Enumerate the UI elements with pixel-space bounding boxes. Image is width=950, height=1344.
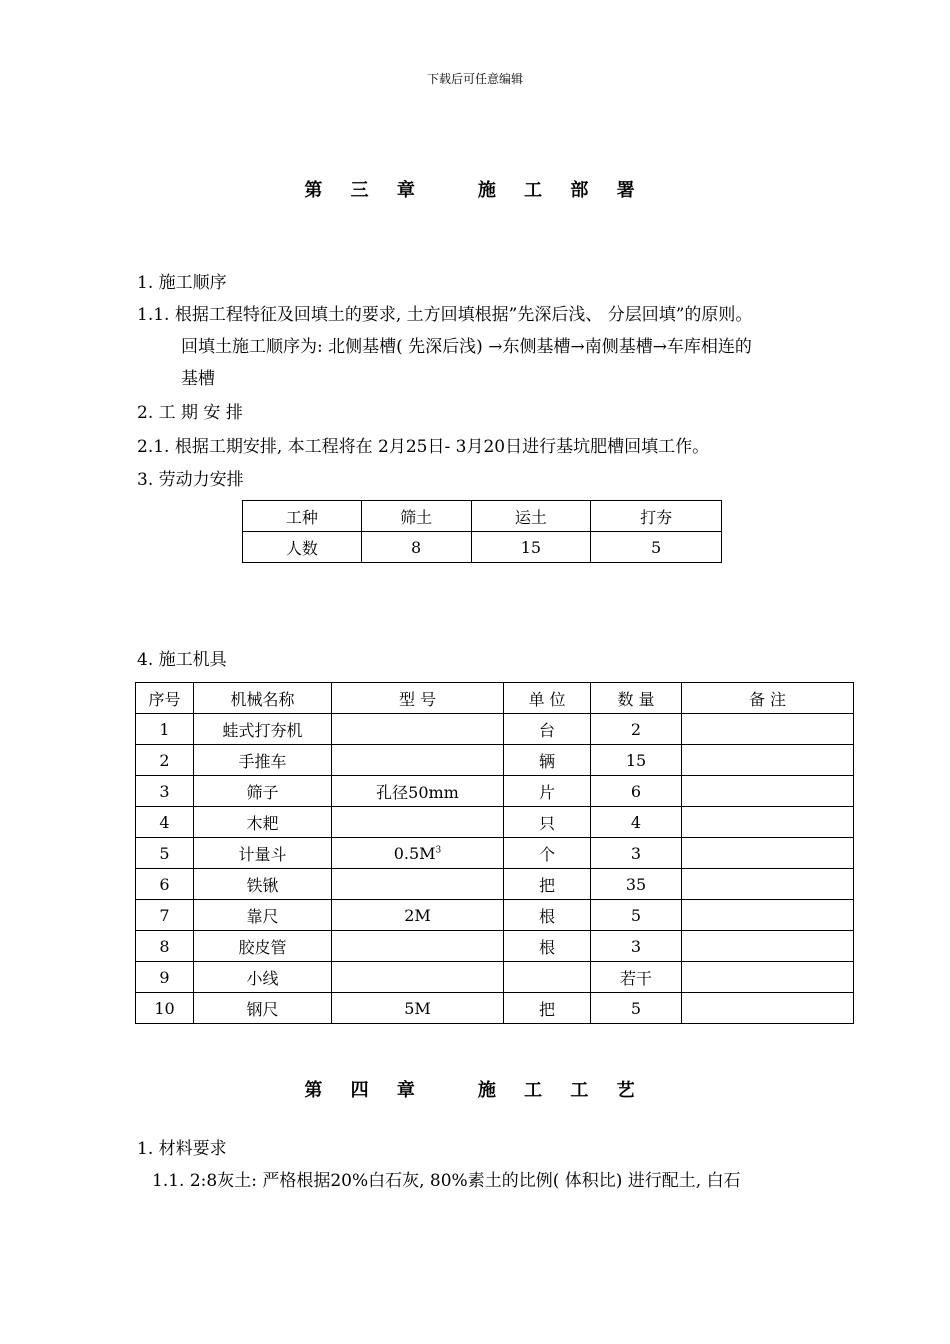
equipment-cell — [682, 993, 854, 1024]
equipment-row — [136, 900, 854, 931]
section-1-1-line3: 基槽 — [181, 369, 215, 389]
equipment-cell: 根 — [504, 900, 591, 931]
equipment-header-cell: 数 量 — [591, 683, 682, 714]
equipment-row — [136, 993, 854, 1024]
chapter-3-number: 第 三 章 — [304, 180, 426, 201]
equipment-cell — [332, 931, 504, 962]
equipment-cell: 6 — [136, 869, 194, 900]
equipment-header-cell: 机械名称 — [194, 683, 332, 714]
equipment-cell: 把 — [504, 869, 591, 900]
labor-header-cell: 运土 — [471, 501, 591, 532]
equipment-cell: 孔径50mm — [332, 776, 504, 807]
equipment-cell: 2 — [591, 714, 682, 745]
equipment-cell — [682, 838, 854, 869]
equipment-cell: 钢尺 — [194, 993, 332, 1024]
equipment-cell — [332, 807, 504, 838]
equipment-cell: 手推车 — [194, 745, 332, 776]
equipment-cell: 3 — [591, 931, 682, 962]
equipment-row — [136, 714, 854, 745]
labor-header-cell: 工种 — [243, 501, 362, 532]
equipment-cell: 个 — [504, 838, 591, 869]
equipment-cell — [332, 869, 504, 900]
equipment-header-cell: 型 号 — [332, 683, 504, 714]
chapter-4-section-1-1-text: 1.1. 2:8灰土: 严格根据20%白石灰, 80%素土的比例( 体积比) 进行配土, 白石 — [152, 1171, 741, 1191]
equipment-cell: 木耙 — [194, 807, 332, 838]
section-1-1-line1: 1.1. 根据工程特征及回填土的要求, 土方回填根据”先深后浅、 分层回填”的原则。 — [137, 305, 753, 325]
equipment-cell: 35 — [591, 869, 682, 900]
equipment-cell — [682, 900, 854, 931]
equipment-cell: 筛子 — [194, 776, 332, 807]
equipment-cell: 台 — [504, 714, 591, 745]
equipment-cell: 6 — [591, 776, 682, 807]
equipment-cell: 胶皮管 — [194, 931, 332, 962]
labor-table-row — [243, 532, 722, 563]
equipment-cell: 只 — [504, 807, 591, 838]
equipment-row — [136, 962, 854, 993]
section-1-heading: 1. 施工顺序 — [137, 273, 227, 293]
equipment-cell: 2 — [136, 745, 194, 776]
equipment-cell: 蛙式打夯机 — [194, 714, 332, 745]
equipment-cell — [682, 745, 854, 776]
labor-header-cell: 打夯 — [591, 501, 722, 532]
equipment-model-text: 0.5M — [393, 843, 436, 863]
equipment-cell — [682, 807, 854, 838]
section-2-1-text: 2.1. 根据工期安排, 本工程将在 2月25日- 3月20日进行基坑肥槽回填工作。 — [137, 437, 710, 457]
equipment-cell: 把 — [504, 993, 591, 1024]
equipment-cell — [682, 931, 854, 962]
equipment-cell — [682, 776, 854, 807]
section-2-heading: 2. 工 期 安 排 — [137, 403, 243, 423]
labor-cell: 15 — [471, 532, 591, 563]
equipment-cell: 15 — [591, 745, 682, 776]
equipment-cell: 5M — [332, 993, 504, 1024]
equipment-cell: 靠尺 — [194, 900, 332, 931]
equipment-cell: 片 — [504, 776, 591, 807]
equipment-cell: 5 — [591, 993, 682, 1024]
equipment-cell: 3 — [591, 838, 682, 869]
chapter-4-title: 施 工 工 艺 — [477, 1080, 646, 1101]
equipment-cell: 计量斗 — [194, 838, 332, 869]
equipment-cell — [332, 962, 504, 993]
equipment-cell — [332, 714, 504, 745]
equipment-row — [136, 838, 854, 869]
chapter-3-heading — [0, 176, 950, 202]
equipment-cell: 若干 — [591, 962, 682, 993]
equipment-cell: 5 — [136, 838, 194, 869]
equipment-row — [136, 869, 854, 900]
equipment-cell: 3 — [136, 776, 194, 807]
chapter-3-title: 施 工 部 署 — [477, 180, 646, 201]
equipment-cell: 9 — [136, 962, 194, 993]
chapter-4-heading — [0, 1076, 950, 1102]
equipment-cell: 8 — [136, 931, 194, 962]
equipment-header-cell: 序号 — [136, 683, 194, 714]
labor-table — [242, 500, 722, 563]
equipment-cell — [682, 714, 854, 745]
equipment-cell: 1 — [136, 714, 194, 745]
equipment-row — [136, 745, 854, 776]
labor-cell: 5 — [591, 532, 722, 563]
equipment-header-row — [136, 683, 854, 714]
equipment-row — [136, 931, 854, 962]
section-4-heading: 4. 施工机具 — [137, 650, 227, 670]
equipment-cell: 5 — [591, 900, 682, 931]
equipment-table — [135, 682, 854, 1024]
equipment-cell: 4 — [136, 807, 194, 838]
equipment-cell — [682, 962, 854, 993]
page-header: 下载后可任意编辑 — [426, 72, 523, 86]
equipment-cell — [682, 869, 854, 900]
equipment-cell-model — [332, 838, 504, 869]
chapter-4-section-1-heading: 1. 材料要求 — [137, 1139, 227, 1159]
equipment-row — [136, 807, 854, 838]
equipment-cell: 2M — [332, 900, 504, 931]
equipment-header-cell: 备 注 — [682, 683, 854, 714]
equipment-header-cell: 单 位 — [504, 683, 591, 714]
section-3-heading: 3. 劳动力安排 — [137, 470, 244, 490]
equipment-cell: 根 — [504, 931, 591, 962]
equipment-cell: 小线 — [194, 962, 332, 993]
equipment-cell — [332, 745, 504, 776]
labor-header-cell: 筛土 — [361, 501, 471, 532]
equipment-cell: 10 — [136, 993, 194, 1024]
equipment-cell: 辆 — [504, 745, 591, 776]
equipment-cell: 7 — [136, 900, 194, 931]
equipment-cell: 4 — [591, 807, 682, 838]
superscript-3: 3 — [435, 845, 442, 856]
labor-cell: 人数 — [243, 532, 362, 563]
equipment-row — [136, 776, 854, 807]
equipment-cell — [504, 962, 591, 993]
chapter-4-number: 第 四 章 — [304, 1080, 426, 1101]
section-1-1-line2: 回填土施工顺序为: 北侧基槽( 先深后浅) →东侧基槽→南侧基槽→车库相连的 — [181, 337, 752, 357]
labor-table-header-row — [243, 501, 722, 532]
labor-cell: 8 — [361, 532, 471, 563]
equipment-cell: 铁锹 — [194, 869, 332, 900]
